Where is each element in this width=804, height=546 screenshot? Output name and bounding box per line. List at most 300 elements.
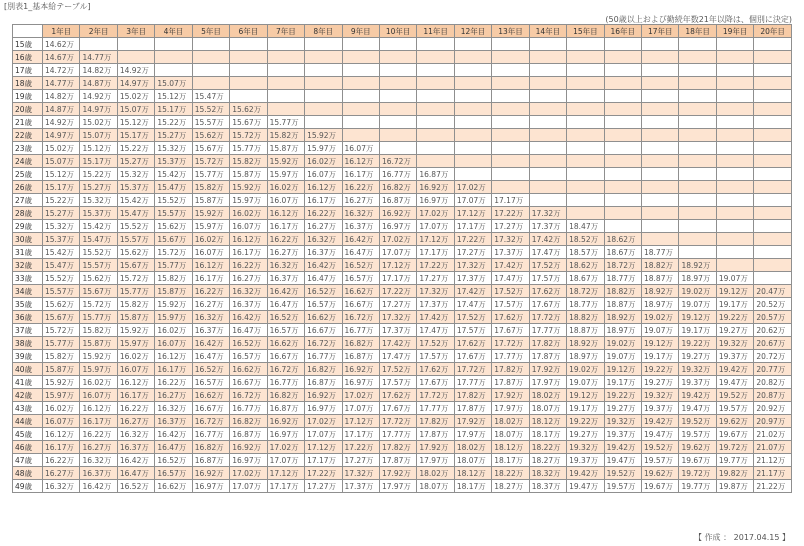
- salary-cell: 17.32万: [454, 259, 491, 272]
- salary-cell: 17.87万: [379, 454, 416, 467]
- empty-cell: [379, 129, 416, 142]
- salary-cell: 16.22万: [80, 428, 117, 441]
- empty-cell: [379, 103, 416, 116]
- salary-cell: 16.27万: [43, 467, 80, 480]
- table-row: [13, 337, 792, 350]
- age-label: 39歳: [13, 350, 43, 363]
- table-row: [13, 116, 792, 129]
- empty-cell: [754, 207, 792, 220]
- salary-cell: 17.87万: [417, 428, 454, 441]
- empty-cell: [679, 51, 716, 64]
- salary-cell: 19.72万: [679, 467, 716, 480]
- salary-cell: 16.12万: [342, 155, 379, 168]
- empty-cell: [192, 38, 229, 51]
- salary-cell: 16.17万: [267, 220, 304, 233]
- salary-cell: 16.32万: [230, 285, 267, 298]
- salary-cell: 18.22万: [492, 467, 529, 480]
- empty-cell: [417, 38, 454, 51]
- salary-cell: 15.72万: [80, 298, 117, 311]
- salary-cell: 17.97万: [454, 428, 491, 441]
- salary-cell: 16.77万: [379, 168, 416, 181]
- salary-cell: 18.92万: [642, 285, 679, 298]
- salary-cell: 15.67万: [117, 259, 154, 272]
- empty-cell: [754, 168, 792, 181]
- salary-cell: 16.52万: [230, 337, 267, 350]
- salary-cell: 16.27万: [267, 246, 304, 259]
- salary-cell: 16.17万: [117, 389, 154, 402]
- empty-cell: [754, 272, 792, 285]
- salary-cell: 19.27万: [604, 402, 641, 415]
- salary-cell: 16.92万: [230, 441, 267, 454]
- salary-cell: 17.62万: [492, 311, 529, 324]
- salary-cell: 17.97万: [492, 402, 529, 415]
- salary-cell: 15.97万: [230, 194, 267, 207]
- empty-cell: [492, 181, 529, 194]
- salary-cell: 16.77万: [305, 350, 342, 363]
- table-row: [13, 376, 792, 389]
- salary-cell: 16.17万: [342, 168, 379, 181]
- year-header: 16年目: [604, 25, 641, 38]
- year-header: 17年目: [642, 25, 679, 38]
- salary-cell: 15.62万: [230, 103, 267, 116]
- table-row: [13, 363, 792, 376]
- salary-cell: 17.12万: [454, 207, 491, 220]
- salary-cell: 17.82万: [417, 415, 454, 428]
- table-row: [13, 480, 792, 493]
- salary-cell: 18.02万: [454, 441, 491, 454]
- salary-cell: 16.47万: [192, 350, 229, 363]
- salary-cell: 17.22万: [342, 441, 379, 454]
- salary-cell: 16.02万: [155, 324, 192, 337]
- table-row: [13, 194, 792, 207]
- empty-cell: [567, 38, 604, 51]
- salary-cell: 18.47万: [567, 220, 604, 233]
- empty-cell: [230, 64, 267, 77]
- salary-cell: 16.47万: [230, 324, 267, 337]
- year-header: 10年目: [379, 25, 416, 38]
- salary-cell: 16.72万: [305, 337, 342, 350]
- empty-cell: [604, 64, 641, 77]
- empty-cell: [492, 129, 529, 142]
- salary-cell: 18.62万: [604, 233, 641, 246]
- salary-cell: 17.12万: [305, 441, 342, 454]
- empty-cell: [155, 38, 192, 51]
- empty-cell: [754, 181, 792, 194]
- salary-cell: 20.62万: [754, 324, 792, 337]
- empty-cell: [754, 103, 792, 116]
- salary-cell: 15.97万: [305, 142, 342, 155]
- empty-cell: [529, 142, 566, 155]
- salary-cell: 16.17万: [230, 246, 267, 259]
- salary-cell: 17.47万: [379, 350, 416, 363]
- salary-cell: 17.52万: [492, 285, 529, 298]
- age-label: 21歳: [13, 116, 43, 129]
- empty-cell: [567, 77, 604, 90]
- empty-cell: [230, 38, 267, 51]
- empty-cell: [267, 51, 304, 64]
- salary-cell: 16.97万: [379, 220, 416, 233]
- salary-cell: 17.17万: [454, 220, 491, 233]
- salary-cell: 15.92万: [230, 181, 267, 194]
- salary-cell: 19.02万: [567, 363, 604, 376]
- salary-cell: 16.27万: [192, 298, 229, 311]
- empty-cell: [642, 90, 679, 103]
- empty-cell: [754, 64, 792, 77]
- salary-cell: 16.07万: [80, 389, 117, 402]
- salary-cell: 17.07万: [342, 402, 379, 415]
- salary-cell: 16.82万: [305, 363, 342, 376]
- salary-cell: 16.97万: [192, 480, 229, 493]
- salary-cell: 15.92万: [117, 324, 154, 337]
- empty-cell: [342, 51, 379, 64]
- age-label: 42歳: [13, 389, 43, 402]
- salary-cell: 17.22万: [379, 285, 416, 298]
- salary-cell: 15.42万: [155, 168, 192, 181]
- table-row: [13, 415, 792, 428]
- empty-cell: [417, 142, 454, 155]
- year-header: 7年目: [267, 25, 304, 38]
- empty-cell: [679, 194, 716, 207]
- year-header: 19年目: [716, 25, 753, 38]
- salary-cell: 17.37万: [342, 480, 379, 493]
- salary-cell: 16.22万: [117, 402, 154, 415]
- salary-cell: 18.87万: [567, 324, 604, 337]
- salary-cell: 19.57万: [716, 402, 753, 415]
- salary-cell: 17.02万: [342, 389, 379, 402]
- empty-cell: [529, 90, 566, 103]
- salary-cell: 16.37万: [342, 220, 379, 233]
- salary-cell: 19.67万: [716, 428, 753, 441]
- table-row: [13, 311, 792, 324]
- salary-cell: 18.17万: [454, 480, 491, 493]
- empty-cell: [492, 103, 529, 116]
- salary-cell: 19.57万: [604, 480, 641, 493]
- salary-cell: 20.57万: [754, 311, 792, 324]
- table-row: [13, 207, 792, 220]
- age-label: 43歳: [13, 402, 43, 415]
- salary-cell: 15.57万: [155, 207, 192, 220]
- salary-cell: 17.07万: [305, 428, 342, 441]
- salary-cell: 16.67万: [267, 350, 304, 363]
- salary-cell: 17.17万: [417, 246, 454, 259]
- salary-cell: 16.82万: [192, 441, 229, 454]
- salary-cell: 17.22万: [454, 233, 491, 246]
- salary-cell: 14.97万: [43, 129, 80, 142]
- empty-cell: [417, 64, 454, 77]
- empty-cell: [417, 116, 454, 129]
- empty-cell: [567, 181, 604, 194]
- empty-cell: [642, 181, 679, 194]
- salary-cell: 18.92万: [604, 311, 641, 324]
- salary-cell: 16.67万: [230, 376, 267, 389]
- salary-cell: 15.82万: [80, 324, 117, 337]
- salary-cell: 19.37万: [716, 350, 753, 363]
- salary-cell: 17.52万: [417, 337, 454, 350]
- salary-cell: 16.97万: [305, 402, 342, 415]
- age-label: 16歳: [13, 51, 43, 64]
- empty-cell: [342, 77, 379, 90]
- salary-cell: 16.92万: [379, 207, 416, 220]
- salary-cell: 15.92万: [155, 298, 192, 311]
- age-label: 49歳: [13, 480, 43, 493]
- salary-cell: 19.22万: [716, 311, 753, 324]
- salary-cell: 16.37万: [192, 324, 229, 337]
- salary-cell: 16.52万: [305, 285, 342, 298]
- empty-cell: [604, 155, 641, 168]
- table-body: [13, 38, 792, 493]
- salary-cell: 19.77万: [679, 480, 716, 493]
- salary-cell: 16.02万: [192, 233, 229, 246]
- empty-cell: [267, 90, 304, 103]
- salary-cell: 18.57万: [567, 246, 604, 259]
- salary-cell: 16.57万: [342, 272, 379, 285]
- salary-cell: 17.37万: [529, 220, 566, 233]
- salary-cell: 19.32万: [604, 415, 641, 428]
- salary-cell: 18.02万: [417, 467, 454, 480]
- empty-cell: [492, 142, 529, 155]
- salary-cell: 15.62万: [117, 246, 154, 259]
- salary-cell: 16.92万: [267, 415, 304, 428]
- salary-cell: 15.97万: [192, 220, 229, 233]
- empty-cell: [567, 142, 604, 155]
- salary-cell: 16.97万: [342, 376, 379, 389]
- empty-cell: [454, 90, 491, 103]
- salary-cell: 16.02万: [305, 155, 342, 168]
- salary-cell: 15.82万: [192, 181, 229, 194]
- empty-cell: [267, 38, 304, 51]
- empty-cell: [80, 38, 117, 51]
- salary-cell: 16.22万: [267, 233, 304, 246]
- salary-cell: 17.52万: [454, 311, 491, 324]
- salary-cell: 18.77万: [567, 298, 604, 311]
- salary-cell: 16.87万: [230, 428, 267, 441]
- empty-cell: [492, 51, 529, 64]
- empty-cell: [454, 129, 491, 142]
- year-header: 13年目: [492, 25, 529, 38]
- empty-cell: [417, 103, 454, 116]
- salary-cell: 16.67万: [192, 402, 229, 415]
- salary-cell: 16.42万: [117, 454, 154, 467]
- table-row: [13, 454, 792, 467]
- empty-cell: [454, 142, 491, 155]
- salary-cell: 15.82万: [117, 298, 154, 311]
- table-row: [13, 402, 792, 415]
- salary-cell: 16.87万: [379, 194, 416, 207]
- salary-cell: 17.92万: [454, 415, 491, 428]
- empty-cell: [529, 129, 566, 142]
- empty-cell: [567, 103, 604, 116]
- salary-cell: 16.32万: [305, 233, 342, 246]
- salary-cell: 17.37万: [417, 298, 454, 311]
- salary-cell: 18.07万: [417, 480, 454, 493]
- salary-cell: 17.37万: [379, 324, 416, 337]
- empty-cell: [604, 38, 641, 51]
- salary-cell: 16.97万: [230, 454, 267, 467]
- salary-cell: 16.82万: [379, 181, 416, 194]
- salary-cell: 16.47万: [305, 272, 342, 285]
- salary-cell: 19.72万: [716, 441, 753, 454]
- salary-cell: 18.87万: [604, 298, 641, 311]
- empty-cell: [604, 207, 641, 220]
- empty-cell: [492, 77, 529, 90]
- empty-cell: [604, 181, 641, 194]
- salary-cell: 15.72万: [117, 272, 154, 285]
- salary-cell: 19.87万: [716, 480, 753, 493]
- salary-cell: 16.27万: [155, 389, 192, 402]
- salary-cell: 17.67万: [379, 402, 416, 415]
- salary-cell: 16.92万: [305, 389, 342, 402]
- salary-cell: 16.47万: [267, 298, 304, 311]
- age-label: 35歳: [13, 298, 43, 311]
- salary-cell: 16.92万: [417, 181, 454, 194]
- salary-cell: 17.47万: [529, 246, 566, 259]
- salary-cell: 17.17万: [342, 428, 379, 441]
- salary-cell: 17.92万: [379, 467, 416, 480]
- salary-cell: 19.47万: [567, 480, 604, 493]
- salary-cell: 19.17万: [716, 298, 753, 311]
- empty-cell: [529, 194, 566, 207]
- empty-cell: [305, 103, 342, 116]
- empty-cell: [529, 38, 566, 51]
- salary-cell: 16.07万: [43, 415, 80, 428]
- salary-cell: 17.32万: [492, 233, 529, 246]
- salary-cell: 19.62万: [679, 441, 716, 454]
- empty-cell: [754, 90, 792, 103]
- empty-cell: [155, 64, 192, 77]
- salary-cell: 19.67万: [642, 480, 679, 493]
- salary-cell: 17.97万: [529, 376, 566, 389]
- salary-cell: 16.62万: [230, 363, 267, 376]
- salary-cell: 17.12万: [267, 467, 304, 480]
- salary-cell: 16.07万: [117, 363, 154, 376]
- salary-cell: 15.77万: [230, 142, 267, 155]
- empty-cell: [716, 103, 753, 116]
- empty-cell: [492, 90, 529, 103]
- salary-cell: 15.97万: [80, 363, 117, 376]
- empty-cell: [642, 220, 679, 233]
- salary-cell: 19.12万: [716, 285, 753, 298]
- salary-cell: 18.97万: [604, 324, 641, 337]
- salary-cell: 17.67万: [492, 324, 529, 337]
- empty-cell: [529, 168, 566, 181]
- salary-cell: 16.87万: [342, 350, 379, 363]
- salary-cell: 15.47万: [43, 259, 80, 272]
- table-row: [13, 298, 792, 311]
- salary-cell: 19.12万: [679, 311, 716, 324]
- salary-cell: 18.97万: [679, 272, 716, 285]
- salary-cell: 16.87万: [192, 454, 229, 467]
- salary-cell: 14.87万: [80, 77, 117, 90]
- empty-cell: [642, 155, 679, 168]
- salary-cell: 15.67万: [155, 233, 192, 246]
- salary-cell: 16.27万: [230, 272, 267, 285]
- empty-cell: [230, 51, 267, 64]
- age-label: 20歳: [13, 103, 43, 116]
- salary-cell: 15.72万: [155, 246, 192, 259]
- salary-cell: 16.12万: [117, 376, 154, 389]
- salary-cell: 15.22万: [43, 194, 80, 207]
- salary-cell: 14.87万: [43, 103, 80, 116]
- salary-cell: 19.47万: [716, 376, 753, 389]
- salary-cell: 15.77万: [155, 259, 192, 272]
- salary-cell: 17.47万: [492, 272, 529, 285]
- salary-cell: 16.37万: [305, 246, 342, 259]
- salary-cell: 19.47万: [679, 402, 716, 415]
- age-label: 15歳: [13, 38, 43, 51]
- salary-cell: 18.87万: [642, 272, 679, 285]
- salary-cell: 16.72万: [192, 415, 229, 428]
- salary-cell: 16.27万: [117, 415, 154, 428]
- empty-cell: [379, 142, 416, 155]
- salary-cell: 17.12万: [342, 415, 379, 428]
- empty-cell: [492, 116, 529, 129]
- year-header: 18年目: [679, 25, 716, 38]
- salary-cell: 18.17万: [492, 454, 529, 467]
- salary-cell: 15.77万: [267, 116, 304, 129]
- empty-cell: [417, 51, 454, 64]
- salary-cell: 17.62万: [417, 363, 454, 376]
- salary-cell: 15.67万: [80, 285, 117, 298]
- salary-cell: 15.92万: [305, 129, 342, 142]
- salary-cell: 16.77万: [267, 376, 304, 389]
- salary-cell: 16.92万: [192, 467, 229, 480]
- empty-cell: [305, 90, 342, 103]
- salary-cell: 16.22万: [155, 376, 192, 389]
- salary-cell: 15.47万: [192, 90, 229, 103]
- empty-cell: [305, 51, 342, 64]
- salary-cell: 19.52万: [642, 441, 679, 454]
- salary-cell: 19.17万: [567, 402, 604, 415]
- salary-cell: 16.07万: [267, 194, 304, 207]
- table-row: [13, 441, 792, 454]
- salary-cell: 19.12万: [604, 363, 641, 376]
- table-row: [13, 246, 792, 259]
- salary-cell: 19.17万: [679, 324, 716, 337]
- empty-cell: [754, 233, 792, 246]
- empty-cell: [716, 181, 753, 194]
- age-label: 37歳: [13, 324, 43, 337]
- salary-cell: 16.17万: [305, 194, 342, 207]
- salary-cell: 19.42万: [679, 389, 716, 402]
- salary-cell: 15.87万: [117, 311, 154, 324]
- empty-cell: [679, 90, 716, 103]
- table-row: [13, 259, 792, 272]
- salary-cell: 19.52万: [679, 415, 716, 428]
- salary-cell: 17.02万: [417, 207, 454, 220]
- salary-cell: 14.92万: [43, 116, 80, 129]
- empty-cell: [716, 155, 753, 168]
- salary-cell: 15.92万: [267, 155, 304, 168]
- salary-cell: 15.42万: [117, 194, 154, 207]
- salary-cell: 19.42万: [642, 415, 679, 428]
- salary-cell: 15.27万: [43, 207, 80, 220]
- empty-cell: [529, 51, 566, 64]
- empty-cell: [454, 64, 491, 77]
- salary-cell: 19.52万: [716, 389, 753, 402]
- salary-cell: 15.37万: [80, 207, 117, 220]
- salary-cell: 19.42万: [604, 441, 641, 454]
- salary-cell: 17.92万: [529, 363, 566, 376]
- salary-cell: 15.82万: [267, 129, 304, 142]
- age-label: 26歳: [13, 181, 43, 194]
- salary-cell: 17.42万: [454, 285, 491, 298]
- empty-cell: [604, 103, 641, 116]
- salary-cell: 16.62万: [155, 480, 192, 493]
- salary-cell: 19.37万: [567, 454, 604, 467]
- empty-cell: [117, 38, 154, 51]
- empty-cell: [492, 38, 529, 51]
- salary-cell: 16.17万: [192, 272, 229, 285]
